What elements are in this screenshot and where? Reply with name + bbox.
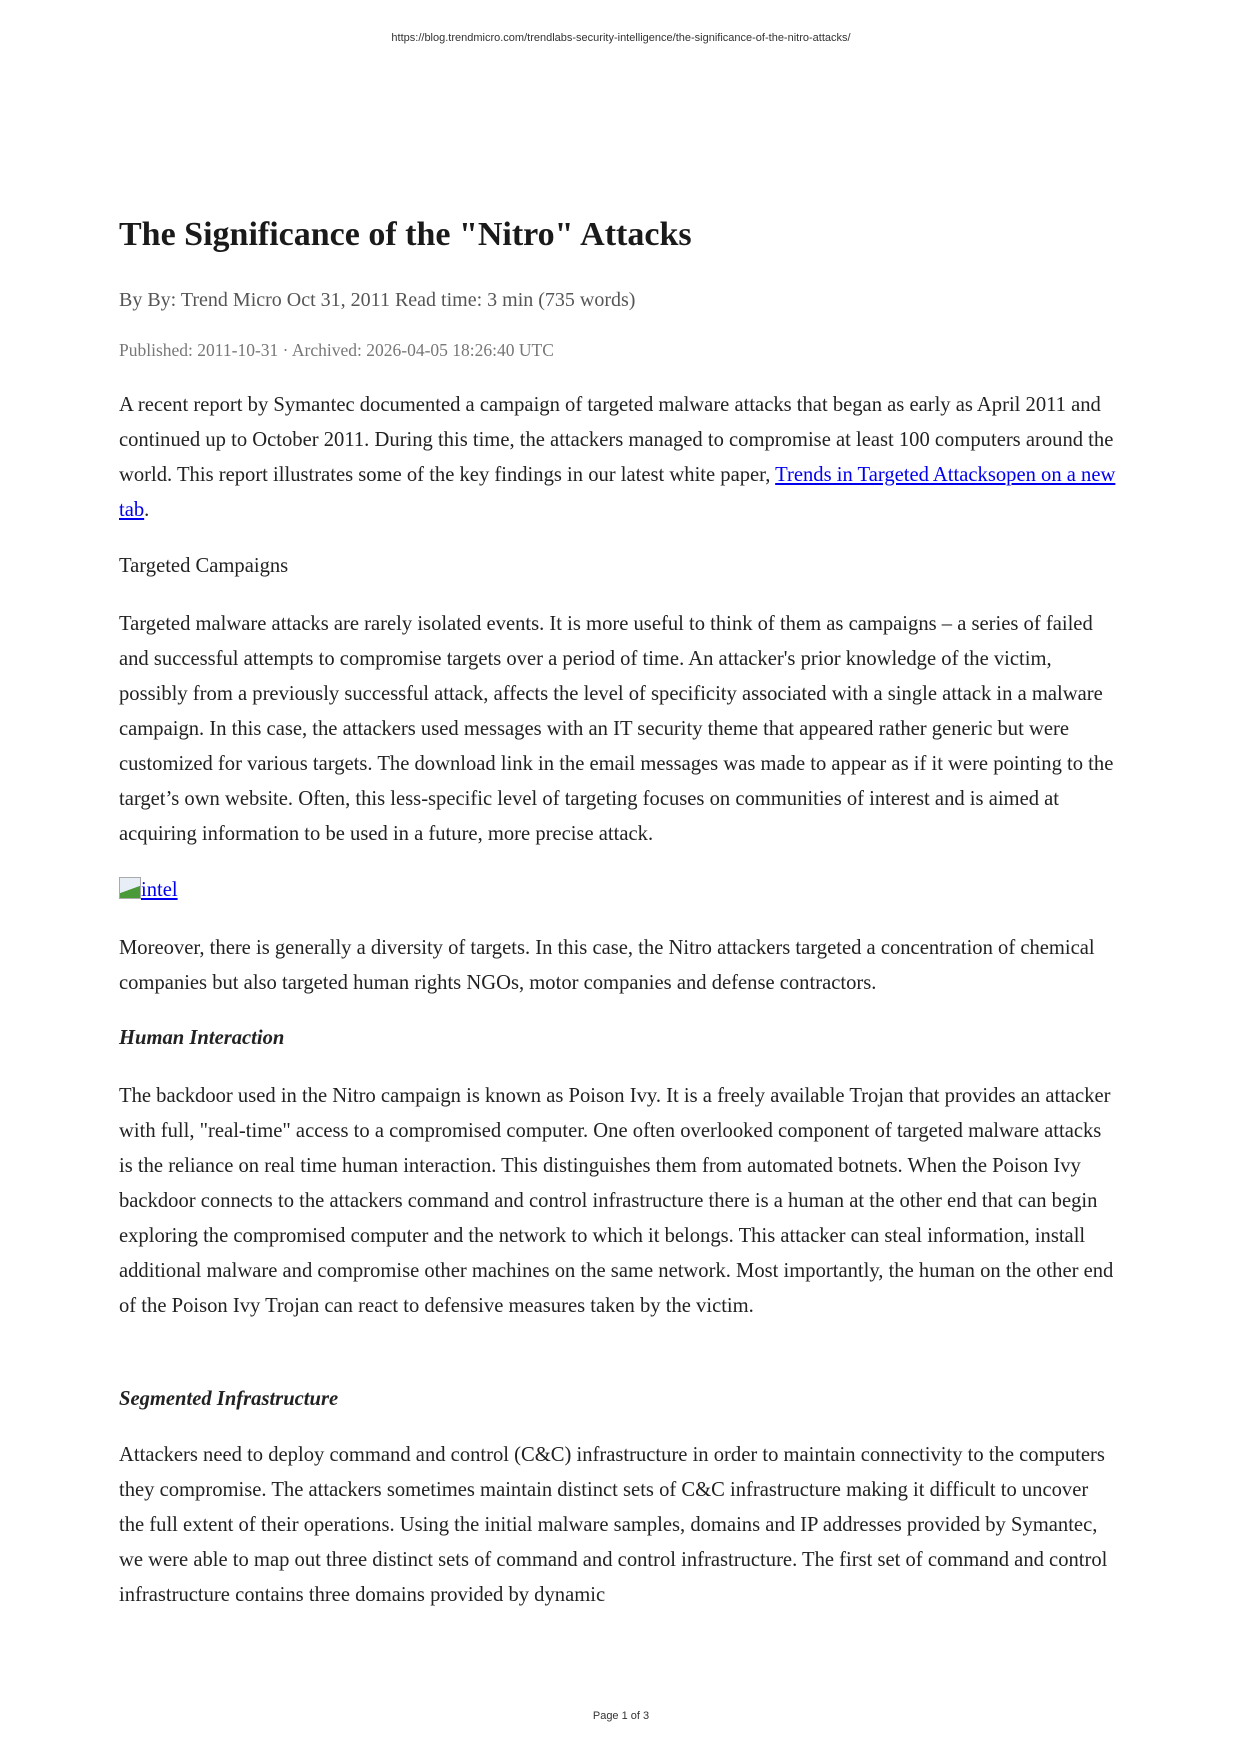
heading-segmented-infrastructure: Segmented Infrastructure bbox=[119, 1388, 339, 1410]
paragraph-campaigns: Targeted malware attacks are rarely isolated events. It is more useful to think of them as campaigns – a series of failed and successful attempts to compromise targets over a period of time. An attacker's prior knowledge of the victim, possibly from a previously successful attack, affects the level of specificity associated with a single attack in a malware campaign. In this case, the attackers used messages with an IT security theme that appeared rather generic but were customized for various targets. The download link in the email messages was made to appear as if it were pointing to the target’s own website. Often, this less-specific level of targeting focuses on communities of interest and is aimed at acquiring information to be used in a future, more precise attack. bbox=[119, 613, 1114, 845]
intel-link[interactable]: intel bbox=[141, 879, 178, 901]
paragraph-diversity: Moreover, there is generally a diversity of targets. In this case, the Nitro attackers targeted a concentration of chemical companies but also targeted human rights NGOs, motor companies and defense contractors. bbox=[119, 937, 1095, 994]
publish-info: Published: 2011-10-31 · Archived: 2026-04-05 18:26:40 UTC bbox=[119, 340, 554, 360]
broken-image-icon bbox=[119, 877, 141, 899]
page-url: https://blog.trendmicro.com/trendlabs-security-intelligence/the-significance-of-the-nitro-attacks/ bbox=[391, 32, 851, 44]
trends-link[interactable]: Trends in Targeted Attacksopen on a new tab bbox=[119, 464, 1116, 521]
subheading-targeted-campaigns: Targeted Campaigns bbox=[119, 555, 289, 577]
byline: By By: Trend Micro Oct 31, 2011 Read time: 3 min (735 words) bbox=[119, 289, 636, 311]
paragraph-infrastructure: Attackers need to deploy command and control (C&C) infrastructure in order to maintain connectivity to the computers they compromise. The attackers sometimes maintain distinct sets of C&C infrastructure making it difficult to uncover the full extent of their operations. Using the initial malware samples, domains and IP addresses provided by Symantec, we were able to map out three distinct sets of command and control infrastructure. The first set of command and control infrastructure contains three domains provided by dynamic bbox=[119, 1444, 1108, 1606]
heading-human-interaction: Human Interaction bbox=[119, 1027, 285, 1049]
paragraph-intro bbox=[119, 388, 1117, 528]
article-title: The Significance of the "Nitro" Attacks bbox=[119, 216, 692, 253]
intro-text: A recent report by Symantec documented a campaign of targeted malware attacks that began as early as April 2011 and continued up to October 2011. During this time, the attackers managed to compromise at least 100 computers around the world. This report illustrates some of the key findings in our latest white paper, bbox=[119, 394, 1114, 486]
intel-image-link[interactable] bbox=[119, 873, 1117, 908]
intro-end: . bbox=[144, 499, 150, 521]
paragraph-human-interaction: The backdoor used in the Nitro campaign is known as Poison Ivy. It is a freely available Trojan that provides an attacker with full, "real-time" access to a compromised computer. One often overlooked component of targeted malware attacks is the reliance on real time human interaction. This distinguishes them from automated botnets. When the Poison Ivy backdoor connects to the attackers command and control infrastructure there is a human at the other end that can begin exploring the compromised computer and the network to which it belongs. This attacker can steal information, install additional malware and compromise other machines on the same network. Most importantly, the human on the other end of the Poison Ivy Trojan can react to defensive measures taken by the victim. bbox=[119, 1085, 1114, 1317]
page-number: Page 1 of 3 bbox=[592, 1710, 650, 1722]
